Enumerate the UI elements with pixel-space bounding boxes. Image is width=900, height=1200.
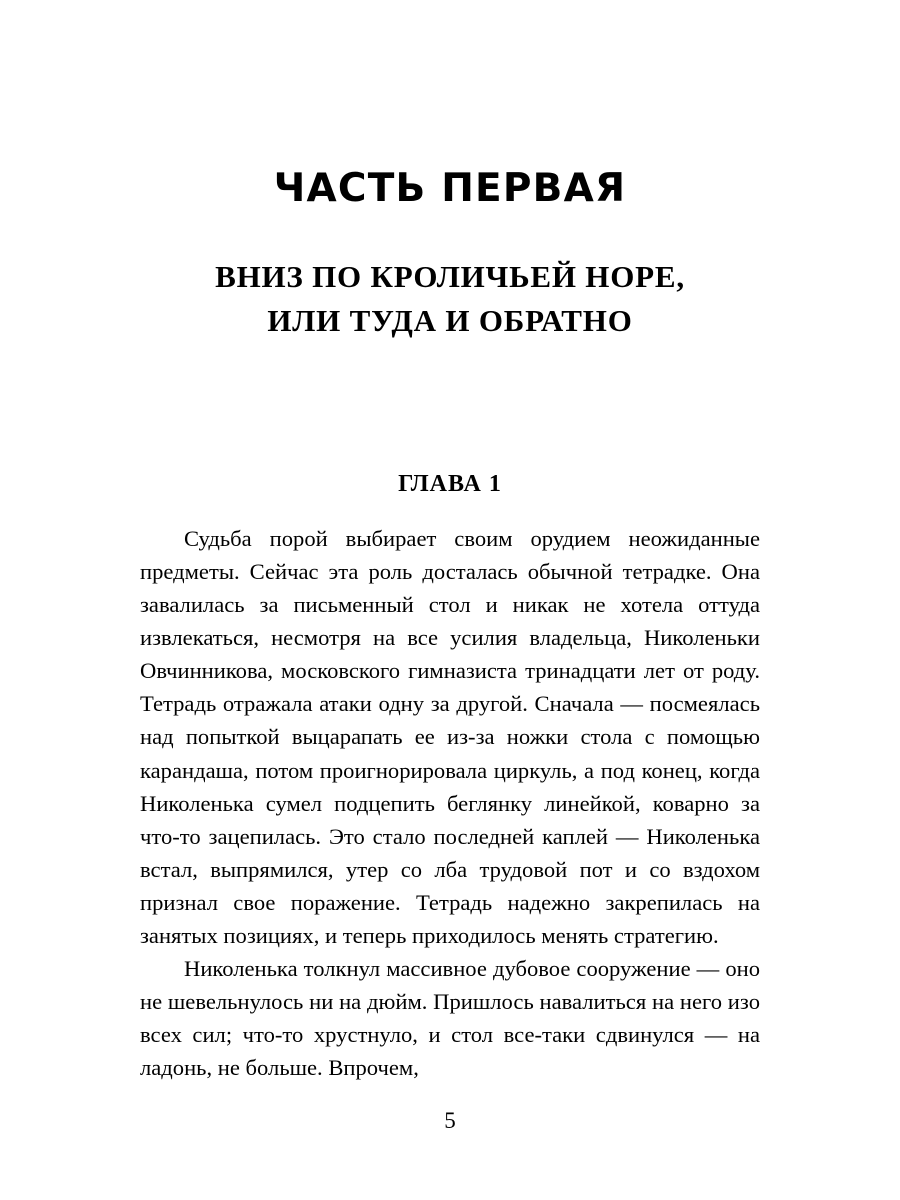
part-subtitle <box>140 255 760 343</box>
paragraph: Судьба порой выбирает своим орудием неожиданные предметы. Сейчас эта роль досталась обычной тетрадке. Она завалилась за письменный стол и никак не хотела оттуда извлекаться, несмотря на все усилия владельца, Николеньки Овчинникова, московского гимназиста тринадцати лет от роду. Тетрадь отражала атаки одну за другой. Сначала — посмеялась над попыткой выцарапать ее из-за ножки стола с помощью карандаша, потом проигнорировала циркуль, а под конец, когда Николенька сумел подцепить беглянку линейкой, коварно за что-то зацепилась. Это стало последней каплей — Николенька встал, выпрямился, утер со лба трудовой пот и со вздохом признал свое поражение. Тетрадь надежно закрепилась на занятых позициях, и теперь приходилось менять стратегию. <box>140 525 760 949</box>
paragraph: Николенька толкнул массивное дубовое сооружение — оно не шевельнулось ни на дюйм. Пришлось навалиться на него изо всех сил; что-то хрустнуло, и стол все-таки сдвинулся — на ладонь, не больше. Впрочем, <box>140 956 760 1081</box>
part-subtitle-line-1: ВНИЗ ПО КРОЛИЧЬЕЙ НОРЕ, <box>215 258 685 294</box>
body-text <box>140 522 760 1085</box>
page-number: 5 <box>444 1108 456 1133</box>
part-subtitle-line-2: ИЛИ ТУДА И ОБРАТНО <box>267 302 633 338</box>
chapter-title: ГЛАВА 1 <box>398 470 502 497</box>
page-content <box>140 0 760 1085</box>
part-title: ЧАСТЬ ПЕРВАЯ <box>273 166 627 211</box>
